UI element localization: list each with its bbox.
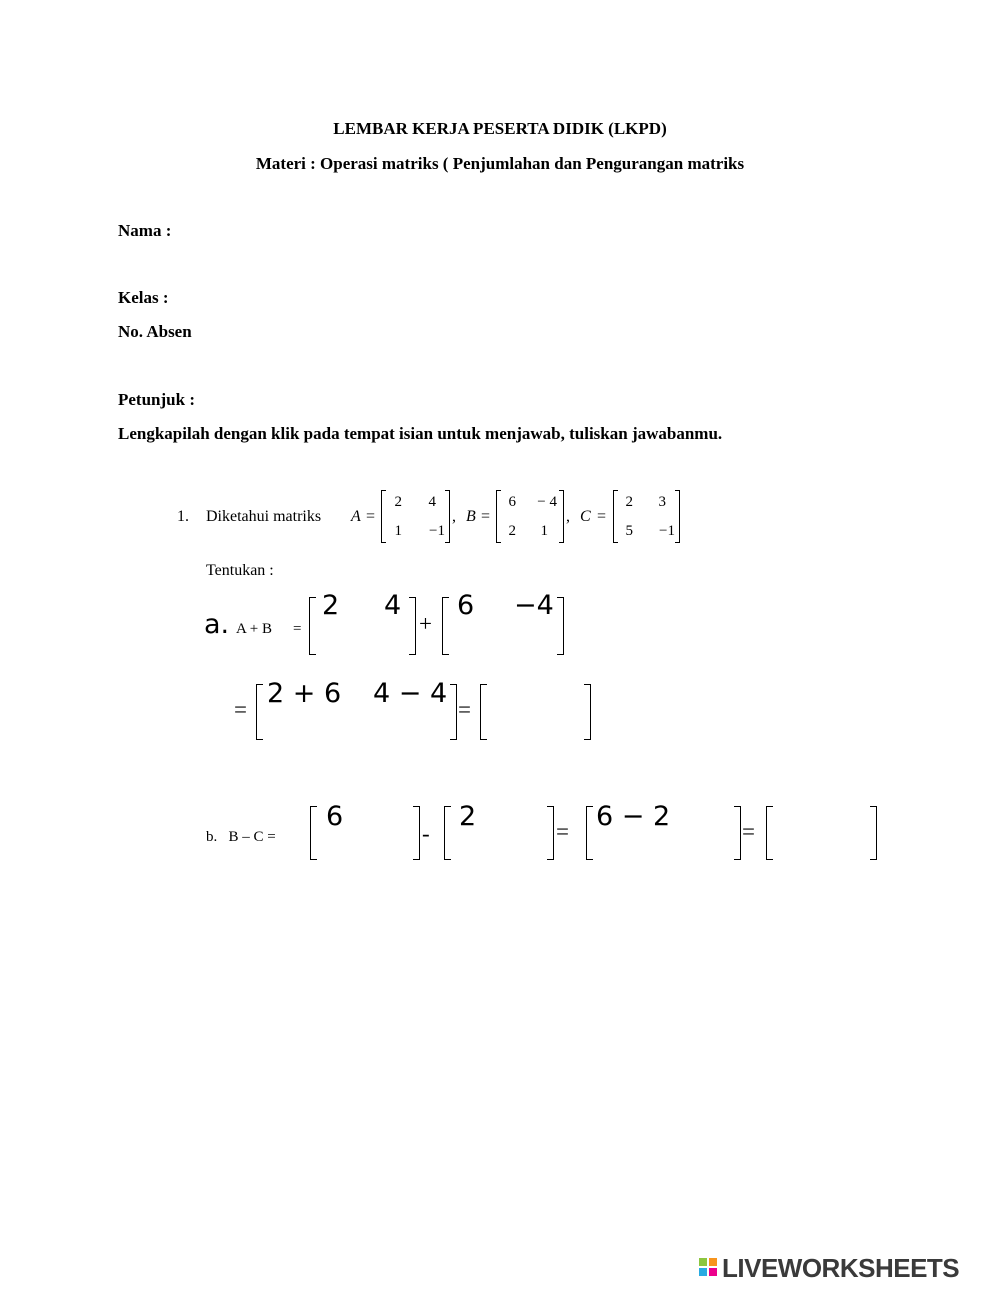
a-sum-cell: 4 − 4 [373,678,448,709]
logo-square-v [699,1268,707,1276]
nama-label: Nama : [118,221,172,240]
matrix-b-right-bracket [559,490,564,543]
b-matrix1-cell: 6 [326,801,344,832]
tentukan-label: Tentukan : [206,562,274,579]
matrix-c-right-bracket [675,490,680,543]
matrix-b-cell: 1 [540,523,548,539]
comma: , [566,508,570,525]
matrix-b-name: B [466,508,476,525]
matrix-c-cell: 2 [625,494,633,510]
a-matrix1-cell: 2 [322,590,340,621]
logo-square-e [709,1268,717,1276]
plus-sign: + [419,611,432,636]
a-matrix2-cell: 6 [457,590,475,621]
page-title: LEMBAR KERJA PESERTA DIDIK (LKPD) [333,119,667,138]
matrix-a-cell: −1 [429,523,445,539]
instructions-text: Lengkapilah dengan klik pada tempat isian untuk menjawab, tuliskan jawabanmu. [118,424,723,443]
b-answer-left-bracket [766,806,773,860]
b-diff-input[interactable] [680,806,730,860]
comma: , [452,508,456,525]
page-subtitle: Materi : Operasi matriks ( Penjumlahan dan Pengurangan matriks [255,154,745,173]
instructions-label: Petunjuk : [118,390,195,409]
b-equals: = [742,819,755,844]
matrix-b-eq: = [481,508,491,525]
b-matrix2-input[interactable] [485,806,545,860]
matrix-c-left-bracket [613,490,618,543]
matrix-c-cell: 5 [625,523,633,539]
matrix-b-cell: 2 [508,523,516,539]
a-equals: = [234,697,247,722]
matrix-a-cell: 1 [394,523,402,539]
absen-label: No. Absen [118,322,192,341]
a-answer-right-bracket [584,684,591,740]
a-sum-left-bracket [256,684,263,740]
question-intro: Diketahui matriks [206,508,322,525]
logo-square-l [699,1258,707,1266]
a-sum-right-bracket [450,684,457,740]
b-matrix1-left-bracket [310,806,317,860]
a-matrix2-left-bracket [442,597,449,655]
liveworksheets-logo: LIVEWORKSHEETS [722,1253,960,1283]
a-matrix1-right-bracket [409,597,416,655]
part-a-letter: a. [204,609,230,640]
liveworksheets-logo-icon [699,1258,719,1282]
part-b-label: b. B – C = [206,829,276,845]
a-matrix2-cell: −4 [514,590,554,621]
matrix-c-name: C [580,508,591,525]
question-number: 1. [177,508,189,525]
b-matrix1-right-bracket [413,806,420,860]
logo-square-i [709,1258,717,1266]
matrix-c-cell: −1 [659,523,675,539]
matrix-a-eq: = [366,508,376,525]
matrix-a-cell: 4 [428,494,436,510]
b-diff-right-bracket [734,806,741,860]
a-answer-left-bracket [480,684,487,740]
b-matrix2-left-bracket [444,806,451,860]
a-matrix2-right-bracket [557,597,564,655]
part-a-eq: = [293,621,302,637]
a-equals: = [458,697,471,722]
matrix-a-cell: 2 [394,494,402,510]
b-equals: = [556,819,569,844]
a-sum-cell: 2 + 6 [267,678,342,709]
a-matrix1-cell: 4 [384,590,402,621]
matrix-b-cell: 6 [508,494,516,510]
matrix-c-cell: 3 [658,494,666,510]
b-answer-right-bracket [870,806,877,860]
kelas-label: Kelas : [118,288,169,307]
matrix-b-left-bracket [496,490,501,543]
b-matrix2-cell: 2 [459,801,477,832]
matrix-c-eq: = [597,508,607,525]
b-diff-left-bracket [586,806,593,860]
part-a-label: A + B [236,621,272,637]
a-answer-input[interactable] [490,684,580,740]
matrix-a-name: A [351,508,361,525]
b-matrix1-input[interactable] [350,806,410,860]
b-answer-input[interactable] [776,806,870,860]
matrix-a-left-bracket [381,490,386,543]
a-matrix1-left-bracket [309,597,316,655]
matrix-a-right-bracket [445,490,450,543]
b-diff-cell: 6 − 2 [596,801,671,832]
minus-sign: - [422,821,430,846]
matrix-b-cell: − 4 [537,494,557,510]
b-matrix2-right-bracket [547,806,554,860]
